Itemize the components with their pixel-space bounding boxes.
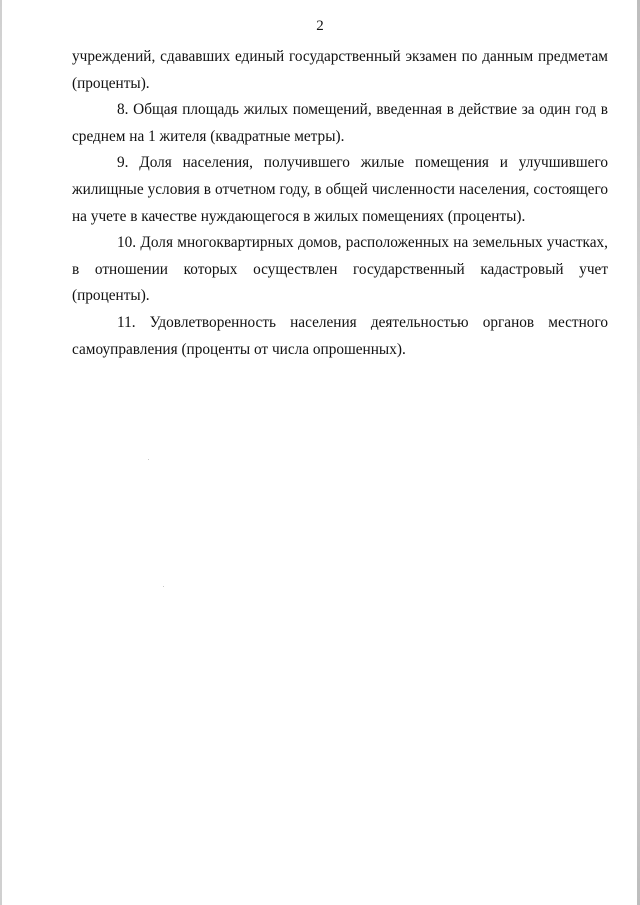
page-number: 2 xyxy=(316,18,324,34)
scan-speck xyxy=(163,586,164,587)
paragraph-item-8: 8. Общая площадь жилых помещений, введенная в действие за один год в среднем на 1 жителя (квадратные метры). xyxy=(72,101,608,145)
paragraph-item-9: 9. Доля населения, получившего жилые помещения и улучшившего жилищные условия в отчетном году, в общей численности населения, состоящего на учете в качестве нуждающегося в жилых помещениях (проценты). xyxy=(72,154,608,225)
scan-edge-left xyxy=(0,0,2,905)
document-body xyxy=(72,44,608,363)
paragraph-continuation: учреждений, сдававших единый государственный экзамен по данным предметам (проценты). xyxy=(72,48,608,92)
scan-speck xyxy=(148,459,149,460)
paragraph-item-10: 10. Доля многоквартирных домов, расположенных на земельных участках, в отношении которых осуществлен государственный кадастровый учет (проценты). xyxy=(72,234,608,305)
paragraph-item-11: 11. Удовлетворенность населения деятельностью органов местного самоуправления (проценты от числа опрошенных). xyxy=(72,313,608,358)
